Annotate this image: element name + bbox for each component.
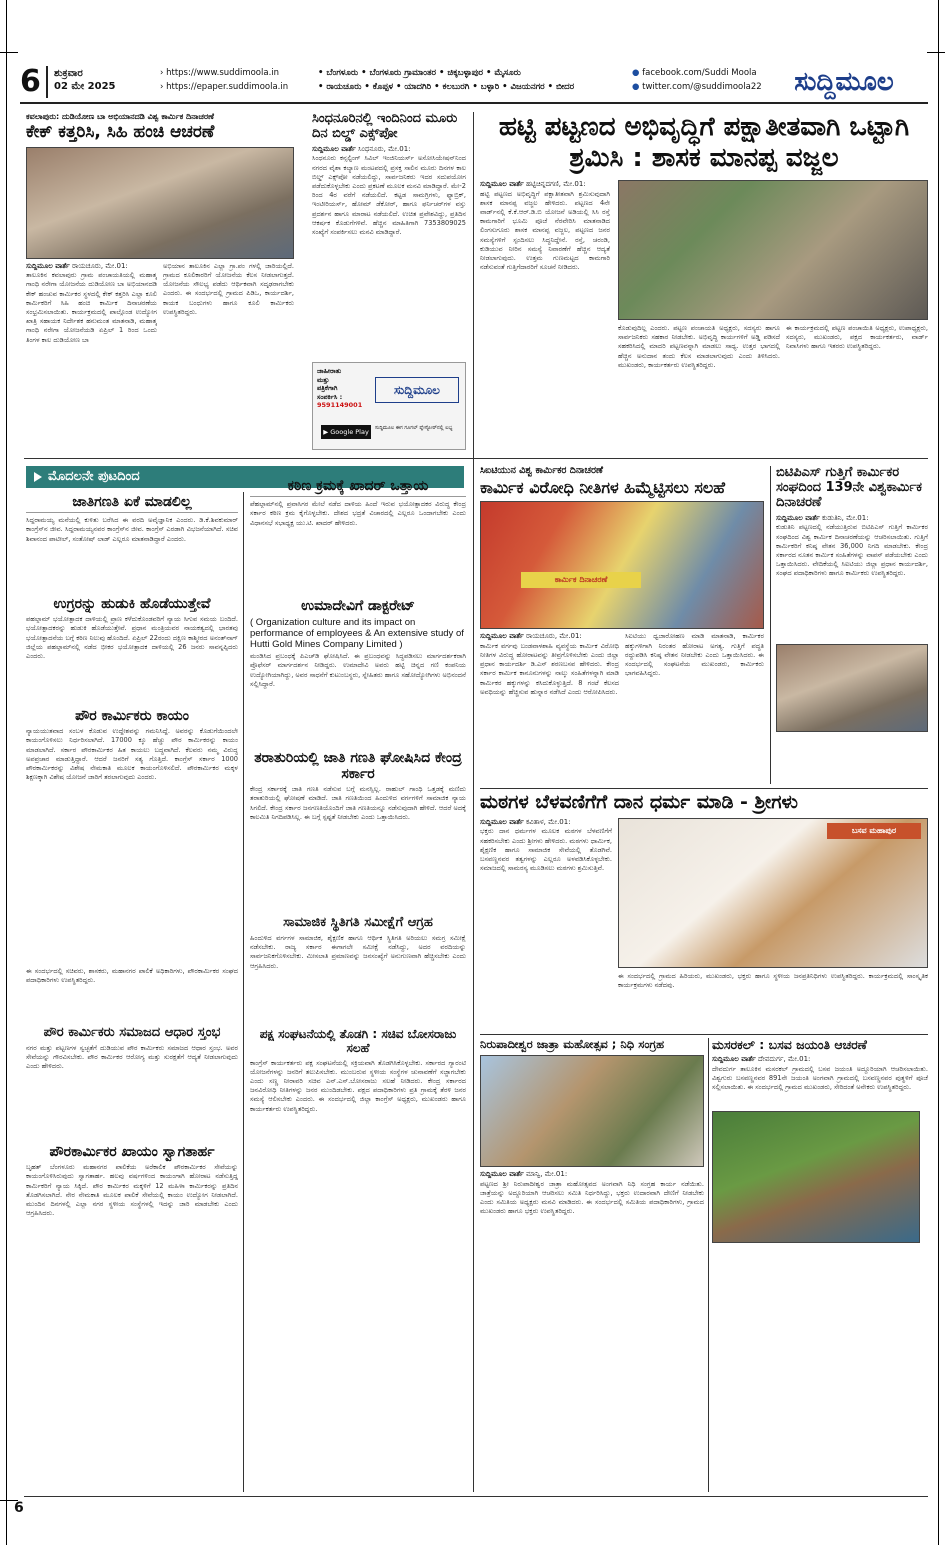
article-body-col1: ತಾಲೂಕಿನ ಕವಲಾಪುರು ಗ್ರಾಮ ಪಂಚಾಯತಿಯಲ್ಲಿ ಮಹಾತ್ಮ ಗಾಂಧಿ ನರೇಗಾ ಯೋಜನೆಯ ದುಡಿಯೋಣ ಬಾ ಅಭಿಯಾನದಡಿ ಕೇಕ್ ಹಂಚುವ ಕಾರ್ಮಿಕರ ಸ್ಥಳದಲ್ಲಿ ಕೇಕ್ ಕತ್ತರಿಸಿ ಎಲ್ಲಾ ಕೂಲಿ ಕಾರ್ಮಿಕರಿಗೆ ಸಿಹಿ ಹಂಚಿ ಕಾರ್ಮಿಕ ದಿನಾಚರಣೆಯ ಸಂಭ್ರಮಿಸಲಾಯಿತು. ಕಾರ್ಯಕ್ರಮದಲ್ಲಿ ಪಾಲ್ಗೊಂಡ ಉದ್ಯೋಗ ಖಾತ್ರಿ ಸಹಾಯಕ ನಿರ್ದೇಶಕ ಹನುಮಂತ ಮಾತನಾಡಿ, ಮಹಾತ್ಮ ಗಾಂಧಿ ನರೇಗಾ ಯೋಜನೆಯಡಿ ಏಪ್ರಿಲ್ 1 ರಿಂದ ಒಂದು ತಿಂಗಳ ಕಾಲ ದುಡಿಯೋಣ ಬಾ	[26, 271, 157, 344]
article-body-col2: ಈ ಸಂದರ್ಭದಲ್ಲಿ ಗ್ರಾಮದ ಹಿರಿಯರು, ಮುಖಂಡರು, ಭಕ್ತರು ಹಾಗೂ ಸ್ಥಳೀಯ ಜನಪ್ರತಿನಿಧಿಗಳು ಉಪಸ್ಥಿತರಿದ್ದರು. ಕಾರ್ಯಕ್ರಮದಲ್ಲಿ ಸಾಂಸ್ಕೃತಿಕ ಕಾರ್ಯಕ್ರಮಗಳು ನಡೆದವು.	[618, 971, 928, 990]
crop-mark-top-left	[0, 52, 18, 53]
article-kicker: ಸಿಐಟಿಯುನ ವಿಶ್ವ ಕಾರ್ಮಿಕರ ದಿನಾಚರಣೆ	[480, 465, 603, 476]
globe-icon: ›	[160, 68, 167, 78]
dateline: ದೇವದುರ್ಗ, ಮೇ.01:	[758, 1055, 811, 1064]
ad-line-2: ಮತ್ತು	[317, 375, 330, 384]
article-cake	[26, 112, 294, 358]
issue-date-text: 02 ಮೇ 2025	[54, 81, 116, 92]
ad-line-3: ಪತ್ರಿಕೆಗಾಗಿ	[317, 384, 338, 392]
article-body: ಹಿಂದುಳಿದ ವರ್ಗಗಳ ಸಾಮಾಜಿಕ, ಶೈಕ್ಷಣಿಕ ಹಾಗೂ ಆರ್ಥಿಕ ಸ್ಥಿತಿಗತಿ ಅರಿಯಲು ಸಮಗ್ರ ಸಮೀಕ್ಷೆ ನಡೆಸಬೇಕು. ರಾಜ್ಯ ಸರ್ಕಾರ ಈಗಾಗಲೇ ಸಮೀಕ್ಷೆ ನಡೆಸಿದ್ದು, ಅದರ ವರದಿಯನ್ನು ಸಾರ್ವಜನಿಕಗೊಳಿಸಬೇಕು. ಮೀಸಲಾತಿ ಪ್ರಮಾಣವನ್ನು ಜನಸಂಖ್ಯೆಗೆ ಅನುಗುಣವಾಗಿ ಹೆಚ್ಚಿಸಬೇಕು ಎಂದು ಆಗ್ರಹಿಸಿದರು.	[250, 933, 466, 970]
crop-mark-top-right	[927, 52, 945, 53]
app-advertisement[interactable]	[312, 362, 466, 450]
divider	[24, 458, 928, 459]
newspaper-logo: ಸುದ್ದಿಮೂಲ	[794, 67, 894, 97]
article-hudugi	[26, 596, 238, 704]
byline: ಸುದ್ದಿಮೂಲ ವಾರ್ತೆ	[312, 144, 356, 153]
article-caste	[26, 494, 238, 592]
ad-phone: 9591149001	[317, 401, 363, 409]
byline: ಸುದ್ದಿಮೂಲ ವಾರ್ತೆ	[712, 1055, 756, 1064]
article-expo	[312, 112, 466, 358]
article-census	[250, 750, 466, 914]
article-body: ಸಿದ್ದರಾಮಯ್ಯ ಮನೆಯಲ್ಲಿ ಕುಳಿತು ಬರೆಸಿದ ಈ ವರದಿ ಅವೈಜ್ಞಾನಿಕ ಎಂದರು. ಡಿ.ಕೆ.ಶಿವಕುಮಾರ್ ಕಾಂಗ್ರೆಸ್‌ನ ಜೀವ. ಸಿದ್ದರಾಮಯ್ಯನವರ ಕಾಂಗ್ರೆಸ್‌ನ ಜೀವ. ಕಾಂಗ್ರೆಸ್ ಎರಡಾಗಿ ವಿಭಜನೆಯಾಗಿದೆ. ಸಚಿವ ಶಿವಾನಂದ ಪಾಟೀಲ್, ಸಂತೋಷ್ ಲಾಡ್ ಎಲ್ಲರೂ ಮಾತನಾಡಿದ್ದಾರೆ ಎಂದರು.	[26, 516, 238, 543]
facebook-icon: ●	[632, 68, 643, 78]
article-paura	[26, 708, 238, 1024]
issue-date	[54, 67, 116, 93]
footer-rule	[24, 1496, 928, 1497]
play-store-icon: ▶	[323, 428, 331, 436]
article-headline: ಪೌರಕಾರ್ಮಿಕರ ಖಾಯಂ ಸ್ವಾಗತಾರ್ಹ	[49, 1144, 215, 1160]
article-headline: ನಿರುಪಾದೀಶ್ವರ ಜಾತ್ರಾ ಮಹೋತ್ಸವ ; ನಿಧಿ ಸಂಗ್ರಹ	[480, 1037, 665, 1051]
ad-logo: ಸುದ್ದಿಮೂಲ	[375, 377, 459, 403]
article-body-col2: ಅಭಿಯಾನ ತಾಲೂಕಿನ ಎಲ್ಲಾ ಗ್ರಾ.ಪಂ ಗಳಲ್ಲಿ ಜಾರಿಯಲ್ಲಿದೆ. ಗ್ರಾಮದ ಕೂಲಿಕಾರರಿಗೆ ಯೋಜನೆಯ ಕೆಲಸ ನೀಡಲಾಗುತ್ತದೆ. ಯೋಜನೆಯ ಸೌಲಭ್ಯ ಪಡೆದು ಆರ್ಥಿಕವಾಗಿ ಸದೃಢರಾಗಬೇಕು ಎಂದರು. ಈ ಸಂದರ್ಭದಲ್ಲಿ ಗ್ರಾಮದ ಪಿಡಿಒ, ಕಾರ್ಯದರ್ಶಿ, ಕಾಯಕ ಬಂಧುಗಳು ಹಾಗೂ ಕೂಲಿ ಕಾರ್ಮಿಕರು ಉಪಸ್ಥಿತರಿದ್ದರು.	[163, 261, 294, 316]
article-samaja	[26, 1026, 238, 1142]
article-nirupadi	[480, 1038, 704, 1492]
article-headline: ಬಿಟಿಪಿಎಸ್ ಗುತ್ತಿಗೆ ಕಾರ್ಮಿಕರ ಸಂಘದಿಂದ 139ನೇ ವಿಶ್ವಕಾರ್ಮಿಕ ದಿನಾಚರಣೆ	[776, 465, 922, 510]
cities-row-2: • ರಾಯಚೂರು • ಕೊಪ್ಪಳ • ಯಾದಗಿರಿ • ಕಲಬುರಗಿ • ಬಳ್ಳಾರಿ • ವಿಜಯನಗರ • ಬೀದರ	[318, 82, 575, 92]
byline: ಸುದ್ದಿಮೂಲ ವಾರ್ತೆ	[480, 180, 524, 188]
column-rule	[243, 492, 244, 1492]
article-photo	[712, 1111, 920, 1243]
cities-row-1: • ಬೆಂಗಳೂರು • ಬೆಂಗಳೂರು ಗ್ರಾಮಾಂತರ • ಚಿಕ್ಕಬಳ್ಳಾಪುರ • ಮೈಸೂರು	[318, 68, 521, 78]
footer-page-number: 6	[14, 1500, 24, 1516]
byline: ಸುದ್ದಿಮೂಲ ವಾರ್ತೆ	[480, 817, 524, 826]
divider	[480, 1034, 928, 1035]
article-body: ಪೆಹಲ್ಗಾಮ್‌ನಲ್ಲಿ ಪ್ರವಾಸಿಗರ ಮೇಲೆ ನಡೆದ ದಾಳಿಯ ಹಿಂದೆ ಇರುವ ಭಯೋತ್ಪಾದಕರ ವಿರುದ್ಧ ಕೇಂದ್ರ ಸರ್ಕಾರ ಕಠಿಣ ಕ್ರಮ ಕೈಗೊಳ್ಳಬೇಕು. ದೇಶದ ಭದ್ರತೆ ವಿಚಾರದಲ್ಲಿ ಎಲ್ಲರೂ ಒಂದಾಗಬೇಕು ಎಂದು ವಿಧಾನಸಭೆ ಸಭಾಧ್ಯಕ್ಷ ಯು.ಟಿ. ಖಾದರ್ ಹೇಳಿದರು.	[250, 500, 466, 527]
article-photo	[776, 644, 928, 732]
article-headline: ಕಾರ್ಮಿಕ ವಿರೋಧಿ ನೀತಿಗಳ ಹಿಮ್ಮೆಟ್ಟಿಸಲು ಸಲಹೆ	[480, 477, 725, 497]
article-photo	[480, 501, 764, 629]
article-body: ಪಹಲ್ಗಾಮ್ ಭಯೋತ್ಪಾದಕ ದಾಳಿಯಲ್ಲಿ ಪ್ರಾಣ ಕಳೆದುಕೊಂಡವರಿಗೆ ನ್ಯಾಯ ಸಿಗುವ ಸಮಯ ಬಂದಿದೆ. ಭಯೋತ್ಪಾದಕರನ್ನು ಹುಡುಕಿ ಹೊಡೆಯುತ್ತೇವೆ. ಪ್ರಧಾನ ಮಂತ್ರಿಯವರ ನಾಯಕತ್ವದಲ್ಲಿ ಭಾರತವು ಭಯೋತ್ಪಾದನೆಯ ಬಗ್ಗೆ ಕಠಿಣ ನಿಲುವು ಹೊಂದಿದೆ. ಏಪ್ರಿಲ್ 22ರಂದು ದಕ್ಷಿಣ ಕಾಶ್ಮೀರದ ಅನಂತ್‌ನಾಗ್ ಜಿಲ್ಲೆಯ ಪಹಲ್ಗಾಮ್‌ನಲ್ಲಿ ನಡೆದ ಭೀಕರ ಭಯೋತ್ಪಾದಕ ದಾಳಿಯಲ್ಲಿ 26 ಜನರು ಸಾವನ್ನಪ್ಪಿದರು ಎಂದರು.	[26, 615, 238, 660]
article-headline: ಮಸರಕಲ್ : ಬಸವ ಜಯಂತಿ ಆಚರಣೆ	[712, 1037, 867, 1052]
twitter-link[interactable]: twitter.com/@suddimoola22	[642, 82, 762, 92]
article-doctorate	[250, 598, 466, 748]
column-rule	[770, 466, 771, 784]
page-number: 6	[20, 64, 41, 99]
article-photo	[26, 147, 294, 259]
article-body-col1: ಹಟ್ಟಿ ಪಟ್ಟಣದ ಅಭಿವೃದ್ಧಿಗೆ ಪಕ್ಷಾತೀತವಾಗಿ ಶ್ರಮಿಸುವುದಾಗಿ ಶಾಸಕ ಮಾನಪ್ಪ ವಜ್ಜಲ ಹೇಳಿದರು. ಪಟ್ಟಣದ 4ನೇ ವಾರ್ಡ್‌ನಲ್ಲಿ ಕೆ.ಕೆ.ಆರ್.ಡಿ.ಬಿ ಯೋಜನೆ ಅಡಿಯಲ್ಲಿ ಸಿಸಿ ರಸ್ತೆ ಕಾಮಗಾರಿಗೆ ಭೂಮಿ ಪೂಜೆ ನೆರವೇರಿಸಿ ಮಾತನಾಡಿದ ಲಿಂಗಸುಗೂರು ಶಾಸಕ ಮಾನಪ್ಪ ವಜ್ಜಲ, ಪಟ್ಟಣದ ಜನರ ಸಮಸ್ಯೆಗಳಿಗೆ ಸ್ಪಂದಿಸಲು ಸಿದ್ಧನಿದ್ದೇನೆ. ರಸ್ತೆ, ಚರಂಡಿ, ಕುಡಿಯುವ ನೀರಿನ ಸಮಸ್ಯೆ ನಿವಾರಣೆಗೆ ಹೆಚ್ಚಿನ ಆದ್ಯತೆ ನೀಡಲಾಗುವುದು. ಉತ್ತಮ ಗುಣಮಟ್ಟದ ಕಾಮಗಾರಿ ನಡೆಸುವಂತೆ ಗುತ್ತಿಗೆದಾರರಿಗೆ ಸೂಚನೆ ನೀಡಿದರು.	[480, 189, 610, 272]
article-body-col3: ಈ ಕಾರ್ಯಕ್ರಮದಲ್ಲಿ ಪಟ್ಟಣ ಪಂಚಾಯಿತಿ ಅಧ್ಯಕ್ಷರು, ಉಪಾಧ್ಯಕ್ಷರು, ಸದಸ್ಯರು, ಮುಖಂಡರು, ಪಕ್ಷದ ಕಾರ್ಯಕರ್ತರು, ವಾರ್ಡ್ ನಿವಾಸಿಗಳು ಹಾಗೂ ಇತರರು ಉಪಸ್ಥಿತರಿದ್ದರು.	[786, 324, 928, 351]
article-body: ದೇವದುರ್ಗ ತಾಲೂಕಿನ ಮಸರಕಲ್ ಗ್ರಾಮದಲ್ಲಿ ಬಸವ ಜಯಂತಿ ಅದ್ದೂರಿಯಾಗಿ ಆಚರಿಸಲಾಯಿತು. ವಿಶ್ವಗುರು ಬಸವಣ್ಣನವರ 891ನೇ ಜಯಂತಿ ಅಂಗವಾಗಿ ಗ್ರಾಮದಲ್ಲಿ ಬಸವಣ್ಣನವರ ಪುತ್ಥಳಿಗೆ ಪೂಜೆ ಸಲ್ಲಿಸಲಾಯಿತು. ಈ ಸಂದರ್ಭದಲ್ಲಿ ಗ್ರಾಮದ ಮುಖಂಡರು, ಸೇರಿದಂತೆ ಅನೇಕರು ಉಪಸ್ಥಿತರಿದ್ದರು.	[712, 1064, 928, 1092]
page-header	[20, 62, 928, 104]
section-title: ಮೊದಲನೇ ಪುಟದಿಂದ	[48, 469, 140, 484]
article-matha	[480, 792, 928, 1030]
article-btps	[776, 466, 928, 784]
article-body-col1: ಕಾರ್ಮಿಕ ವರ್ಗವು ಬಂಡವಾಳಶಾಹಿ ವ್ಯವಸ್ಥೆಯ ಕಾರ್ಮಿಕ ವಿರೋಧಿ ನೀತಿಗಳ ವಿರುದ್ಧ ಹೋರಾಟವನ್ನು ತೀವ್ರಗೊಳಿಸಬೇಕು ಎಂದು ಜಿಲ್ಲಾ ಪ್ರಧಾನ ಕಾರ್ಯದರ್ಶಿ ಡಿ.ಎಸ್ ಶರಣಬಸವ ಹೇಳಿದರು. ಕೇಂದ್ರ ಸರ್ಕಾರ ಕಾರ್ಮಿಕ ಕಾನೂನುಗಳನ್ನು ನಾಲ್ಕು ಸಂಹಿತೆಗಳನ್ನಾಗಿ ಮಾಡಿ ಕಾರ್ಮಿಕರ ಹಕ್ಕುಗಳನ್ನು ಕಸಿದುಕೊಳ್ಳುತ್ತಿದೆ. 8 ಗಂಟೆ ಕೆಲಸದ ಅವಧಿಯನ್ನು ಹೆಚ್ಚಿಸುವ ಹುನ್ನಾರ ನಡೆಸಿದೆ ಎಂದು ಆರೋಪಿಸಿದರು.	[480, 641, 619, 696]
article-body: ಮಂಡಿಸಿದ ಪ್ರಬಂಧಕ್ಕೆ ಪಿಎಚ್‌ಡಿ ಘೋಷಿಸಿದೆ. ಈ ಪ್ರಬಂಧವನ್ನು ಸಿದ್ಧಪಡಿಸಲು ಮಾರ್ಗದರ್ಶಕರಾಗಿ ಪ್ರೊಫೆಸರ್ ಮಾರ್ಗದರ್ಶನ ನೀಡಿದ್ದರು. ಉಮಾದೇವಿ ಅವರು ಹಟ್ಟಿ ಚಿನ್ನದ ಗಣಿ ಕಂಪನಿಯ ಉದ್ಯೋಗಿಯಾಗಿದ್ದು, ಅವರ ಸಾಧನೆಗೆ ಕುಟುಂಬಸ್ಥರು, ಸ್ನೇಹಿತರು ಹಾಗೂ ಸಹೋದ್ಯೋಗಿಗಳು ಅಭಿನಂದನೆ ಸಲ್ಲಿಸಿದ್ದಾರೆ.	[250, 652, 466, 688]
ad-line-1: ಜಾಹೀರಾತು	[317, 367, 342, 375]
dateline: ಸಿಂಧನೂರು, ಮೇ.01:	[358, 144, 411, 153]
article-body: ಸಿಂಧನೂರು ಕನ್ಸಲ್ಟಿಂಗ್ ಸಿವಿಲ್ ಇಂಜಿನಿಯರ್ಸ್ ಅಸೋಸಿಯೇಷನ್‌ನಿಂದ ನಗರದ ವೈಶಾ ಕಲ್ಯಾಣ ಮಂಟಪದಲ್ಲಿ ಪ್ರಸಕ್ತ ಸಾಲಿನ ಮೂರು ದಿನಗಳ ಕಾಲ ಬಿಲ್ಡ್ ಎಕ್ಸ್‌ಪೋ ನಡೆಯಲಿದ್ದು, ಸಾರ್ವಜನಿಕರು ಇದರ ಸದುಪಯೋಗ ಪಡೆದುಕೊಳ್ಳಬೇಕು ಎಂದು ಪ್ರಕಟಣೆ ಮೂಲಕ ಮನವಿ ಮಾಡಿದ್ದಾರೆ. ಮೇ-2 ರಿಂದ 4ರ ವರೆಗೆ ನಡೆಯಲಿದೆ. ಕಟ್ಟಡ ಸಾಮಗ್ರಿಗಳು, ಫ್ಯಾಬ್ರಿಕ್, ಇಂಟೀರಿಯರ್ಸ್, ಹೋಮ್ ಡೆಕೋರ್, ಹಾಗೂ ಫರ್ನಿಚರ್‌ಗಳ ವಸ್ತು ಪ್ರದರ್ಶನ ಹಾಗೂ ಮಾರಾಟ ನಡೆಯಲಿದೆ. ಉಚಿತ ಪ್ರವೇಶವಿದ್ದು, ಪ್ರತಿದಿನ ಆಕರ್ಷಕ ಕೊಡುಗೆಗಳಿವೆ. ಹೆಚ್ಚಿನ ಮಾಹಿತಿಗಾಗಿ 7353809025 ಸಂಖ್ಯೆಗೆ ಸಂಪರ್ಕಿಸಲು ಮನವಿ ಮಾಡಿದ್ದಾರೆ.	[312, 154, 466, 236]
ad-tagline: ಸುದ್ದಿಮೂಲ ಈಗ ಗೂಗಲ್ ಪ್ಲೇಸ್ಟೋರ್‌ನಲ್ಲಿ ಲಭ್ಯ	[375, 425, 453, 431]
article-khadar	[250, 478, 466, 594]
article-headline: ಹಟ್ಟಿ ಪಟ್ಟಣದ ಅಭಿವೃದ್ಧಿಗೆ ಪಕ್ಷಾತೀತವಾಗಿ ಒಟ್ಟಾಗಿ ಶ್ರಮಿಸಿ : ಶಾಸಕ ಮಾನಪ್ಪ ವಜ್ಜಲ	[498, 112, 910, 173]
article-headline: ಕೇಕ್ ಕತ್ತರಿಸಿ, ಸಿಹಿ ಹಂಚಿ ಆಚರಣೆ	[26, 122, 215, 143]
crop-mark-right	[938, 0, 939, 1545]
thesis-title: ( Organization culture and its impact on performance of employees & An extensive study of Hutti Gold Mines Company Limited )	[250, 617, 464, 651]
epaper-link[interactable]: https://epaper.suddimoola.in	[166, 82, 289, 92]
photo-banner: ಬಸವ ಮಹಾಪುರ	[827, 823, 921, 839]
issue-day: ಶುಕ್ರವಾರ	[54, 68, 83, 79]
article-headline: ಸಾಮಾಜಿಕ ಸ್ಥಿತಿಗತಿ ಸಮೀಕ್ಷೆಗೆ ಆಗ್ರಹ	[283, 915, 433, 930]
dateline: ಹಟ್ಟಿಚಿನ್ನದಗಣಿ, ಮೇ.01:	[526, 180, 586, 188]
article-maskal	[712, 1038, 928, 1492]
dateline: ಮಾನ್ವಿ, ಮೇ.01:	[526, 1170, 568, 1179]
arrow-icon	[34, 472, 42, 482]
photo-banner: ಕಾರ್ಮಿಕ ದಿನಾಚರಣೆ	[521, 572, 641, 588]
edition-cities	[318, 66, 574, 94]
article-body: ಕುಡುತಿನಿ ಪಟ್ಟಣದಲ್ಲಿ ನಡೆಯುತ್ತಿರುವ ಬಿಟಿಪಿಎಸ್ ಗುತ್ತಿಗೆ ಕಾರ್ಮಿಕರ ಸಂಘದಿಂದ ವಿಶ್ವ ಕಾರ್ಮಿಕ ದಿನಾಚರಣೆಯನ್ನು ಆಚರಿಸಲಾಯಿತು. ಗುತ್ತಿಗೆ ಕಾರ್ಮಿಕರಿಗೆ ಕನಿಷ್ಠ ವೇತನ 36,000 ನಿಗದಿ ಮಾಡಬೇಕು. ಕೇಂದ್ರ ಸರ್ಕಾರದ ನೂತನ ಕಾರ್ಮಿಕ ಸಂಹಿತೆಗಳನ್ನು ವಾಪಸ್ ಪಡೆಯಬೇಕು ಎಂದು ಒತ್ತಾಯಿಸಿದರು. ವೇದಿಕೆಯಲ್ಲಿ ಸಿಐಟಿಯು ಜಿಲ್ಲಾ ಪ್ರಧಾನ ಕಾರ್ಯದರ್ಶಿ, ಸಂಘದ ಪದಾಧಿಕಾರಿಗಳು ಹಾಗೂ ಕಾರ್ಮಿಕರು ಉಪಸ್ಥಿತರಿದ್ದರು.	[776, 523, 928, 578]
article-body: ಪಟ್ಟಣದ ಶ್ರೀ ನಿರುಪಾದೀಶ್ವರ ಜಾತ್ರಾ ಮಹೋತ್ಸವದ ಅಂಗವಾಗಿ ನಿಧಿ ಸಂಗ್ರಹ ಕಾರ್ಯ ನಡೆಯಿತು. ಜಾತ್ರೆಯನ್ನು ಅದ್ದೂರಿಯಾಗಿ ಆಚರಿಸಲು ಸಮಿತಿ ನಿರ್ಧರಿಸಿದ್ದು, ಭಕ್ತರು ಉದಾರವಾಗಿ ದೇಣಿಗೆ ನೀಡಬೇಕು ಎಂದು ಸಮಿತಿಯ ಅಧ್ಯಕ್ಷರು ಮನವಿ ಮಾಡಿದರು. ಈ ಸಂದರ್ಭದಲ್ಲಿ ಸಮಿತಿಯ ಪದಾಧಿಕಾರಿಗಳು, ಗ್ರಾಮದ ಮುಖಂಡರು ಹಾಗೂ ಭಕ್ತರು ಉಪಸ್ಥಿತರಿದ್ದರು.	[480, 1179, 704, 1216]
article-headline: ತರಾತುರಿಯಲ್ಲಿ ಜಾತಿ ಗಣತಿ ಘೋಷಿಸಿದ ಕೇಂದ್ರ ಸರ್ಕಾರ	[254, 750, 462, 783]
dateline: ಕುಡುತಿನಿ, ಮೇ.01:	[822, 513, 869, 522]
article-swagata	[26, 1144, 238, 1492]
column-rule	[708, 1038, 709, 1492]
article-body: ಕಾಂಗ್ರೆಸ್ ಕಾರ್ಯಕರ್ತರು ಪಕ್ಷ ಸಂಘಟನೆಯಲ್ಲಿ ಸಕ್ರಿಯವಾಗಿ ತೊಡಗಿಸಿಕೊಳ್ಳಬೇಕು. ಸರ್ಕಾರದ ಗ್ಯಾರಂಟಿ ಯೋಜನೆಗಳನ್ನು ಜನರಿಗೆ ತಲುಪಿಸಬೇಕು. ಮುಂಬರುವ ಸ್ಥಳೀಯ ಸಂಸ್ಥೆಗಳ ಚುನಾವಣೆಗೆ ಸಜ್ಜಾಗಬೇಕು ಎಂದು ಸಣ್ಣ ನೀರಾವರಿ ಸಚಿವ ಎನ್.ಎಸ್.ಬೋಸರಾಜು ಸಲಹೆ ನೀಡಿದರು. ಕೇಂದ್ರ ಸರ್ಕಾರದ ಜನವಿರೋಧಿ ನೀತಿಗಳನ್ನು ಜನರ ಮುಂದಿಡಬೇಕು. ಪಕ್ಷದ ಪದಾಧಿಕಾರಿಗಳು ಪ್ರತಿ ಗ್ರಾಮಕ್ಕೆ ತೆರಳಿ ಜನರ ಸಮಸ್ಯೆ ಆಲಿಸಬೇಕು ಎಂದರು. ಈ ಸಂದರ್ಭದಲ್ಲಿ ಜಿಲ್ಲಾ ಕಾಂಗ್ರೆಸ್ ಅಧ್ಯಕ್ಷರು, ಮುಖಂಡರು ಹಾಗೂ ಕಾರ್ಯಕರ್ತರು ಉಪಸ್ಥಿತರಿದ್ದರು.	[250, 1058, 466, 1113]
ad-line-4: ಸಂಪರ್ಕಿಸಿ :	[317, 392, 343, 401]
article-body-col1: ಭಕ್ತರು ದಾನ ಧರ್ಮಗಳ ಮೂಲಕ ಮಠಗಳ ಬೆಳವಣಿಗೆಗೆ ಸಹಕರಿಸಬೇಕು ಎಂದು ಶ್ರೀಗಳು ಹೇಳಿದರು. ಮಠಗಳು ಧಾರ್ಮಿಕ, ಶೈಕ್ಷಣಿಕ ಹಾಗೂ ಸಾಮಾಜಿಕ ಸೇವೆಯಲ್ಲಿ ತೊಡಗಿವೆ. ಬಸವಣ್ಣನವರ ತತ್ವಗಳನ್ನು ಎಲ್ಲರೂ ಅಳವಡಿಸಿಕೊಳ್ಳಬೇಕು. ಸಮಾಜದಲ್ಲಿ ಸಾಮರಸ್ಯ ಮೂಡಿಸಲು ಮಠಗಳು ಶ್ರಮಿಸುತ್ತಿವೆ.	[480, 827, 612, 873]
article-body: ನಗರ ಮತ್ತು ಪಟ್ಟಣಗಳ ಸ್ವಚ್ಛತೆಗೆ ದುಡಿಯುವ ಪೌರ ಕಾರ್ಮಿಕರು ಸಮಾಜದ ಆಧಾರ ಸ್ತಂಭ. ಅವರ ಸೇವೆಯನ್ನು ಗೌರವಿಸಬೇಕು. ಪೌರ ಕಾರ್ಮಿಕರ ಆರೋಗ್ಯ ಮತ್ತು ಸುರಕ್ಷತೆಗೆ ಆದ್ಯತೆ ನೀಡಲಾಗುವುದು ಎಂದು ಹೇಳಿದರು.	[26, 1043, 238, 1071]
column-rule	[473, 112, 474, 1492]
globe-icon: ›	[160, 82, 167, 92]
article-photo	[618, 818, 928, 968]
article-headline: ಮಠಗಳ ಬೆಳವಣಿಗೆಗೆ ದಾನ ಧರ್ಮ ಮಾಡಿ - ಶ್ರೀಗಳು	[480, 791, 798, 813]
article-photo	[618, 180, 928, 320]
byline: ಸುದ್ದಿಮೂಲ ವಾರ್ತೆ	[480, 1170, 524, 1179]
article-headline: ಜಾತಿಗಣತಿ ಏಕೆ ಮಾಡಲಿಲ್ಲ	[26, 494, 238, 513]
article-body-b: ಈ ಸಂದರ್ಭದಲ್ಲಿ ಸಚಿವರು, ಶಾಸಕರು, ಮಹಾನಗರ ಪಾಲಿಕೆ ಅಧಿಕಾರಿಗಳು, ಪೌರಕಾರ್ಮಿಕರ ಸಂಘದ ಪದಾಧಿಕಾರಿಗಳು ಉಪಸ್ಥಿತರಿದ್ದರು.	[26, 967, 238, 985]
store-label: Google Play	[330, 428, 369, 436]
divider	[480, 788, 928, 789]
article-body-col2: ಕೊಡುವುದಿಲ್ಲ ಎಂದರು. ಪಟ್ಟಣ ಪಂಚಾಯತಿ ಅಧ್ಯಕ್ಷರು, ಸದಸ್ಯರು ಹಾಗೂ ಸಾರ್ವಜನಿಕರು ಸಹಕಾರ ನೀಡಬೇಕು. ಅಭಿವೃದ್ಧಿ ಕಾರ್ಯಗಳಿಗೆ ಅಡ್ಡಿ ಪಡಿಸದೆ ಸಹಕರಿಸಿದಲ್ಲಿ ಮಾದರಿ ಪಟ್ಟಣವನ್ನಾಗಿ ಮಾಡಲು ಸಾಧ್ಯ. ಉತ್ತರ ಭಾಗದಲ್ಲಿ ಹೆಚ್ಚಿನ ಅನುದಾನ ತಂದು ಕೆಲಸ ಮಾಡಲಾಗುವುದು ಎಂದು ತಿಳಿಸಿದರು. ಮುಖಂಡರು, ಕಾರ್ಯಕರ್ತರು ಉಪಸ್ಥಿತರಿದ್ದರು.	[618, 324, 780, 369]
article-headline: ಸಿಂಧನೂರಿನಲ್ಲಿ ಇಂದಿನಿಂದ ಮೂರು ದಿನ ಬಿಲ್ಡ್ ಎಕ್ಸ್‌ಪೋ	[312, 111, 458, 141]
article-bosaraju	[250, 1028, 466, 1492]
article-body-col2: ಸಿಐಟಿಯು ಧ್ವಜಾರೋಹಣ ಮಾಡಿ ಮಾತನಾಡಿ, ಕಾರ್ಮಿಕರ ಹಕ್ಕುಗಳಿಗಾಗಿ ನಿರಂತರ ಹೋರಾಟ ಅಗತ್ಯ. ಗುತ್ತಿಗೆ ಪದ್ಧತಿ ರದ್ದುಪಡಿಸಿ ಕನಿಷ್ಠ ವೇತನ ನೀಡಬೇಕು ಎಂದು ಒತ್ತಾಯಿಸಿದರು. ಈ ಸಂದರ್ಭದಲ್ಲಿ ಸಂಘಟನೆಯ ಮುಖಂಡರು, ಕಾರ್ಮಿಕರು ಭಾಗವಹಿಸಿದ್ದರು.	[625, 632, 764, 678]
article-citu	[480, 466, 764, 784]
article-headline: ಪೌರ ಕಾರ್ಮಿಕರು ಸಮಾಜದ ಆಧಾರ ಸ್ತಂಭ	[43, 1025, 221, 1040]
article-body: ನ್ಯಾಯಯುತವಾದ ಸಂಬಳ ಕೊಡುವ ಉದ್ದೇಶವನ್ನು ಗಮನಿಸಿದ್ದೆ. ಅವರನ್ನು ಕೊಡುಗೆಯಿಂದಲೇ ಕಾಯಂಗೊಳಿಸಲು ನಿರ್ಧರಿಸಲಾಗಿದೆ. 17000 ಕ್ಕೂ ಹೆಚ್ಚು ಪೌರ ಕಾರ್ಮಿಕರನ್ನು ಕಾಯಂ ಮಾಡಲಾಗಿದೆ. ಸರ್ಕಾರ ಪೌರಕಾರ್ಮಿಕರ ಹಿತ ಕಾಯಲು ಬದ್ಧವಾಗಿದೆ. ಕೆಲವರು ನಮ್ಮ ವಿರುದ್ಧ ಅಪಪ್ರಚಾರ ಮಾಡುತ್ತಿದ್ದಾರೆ. ಆದರೆ ಜನರಿಗೆ ಸತ್ಯ ಗೊತ್ತಿದೆ. ಕಾಂಗ್ರೆಸ್ ಸರ್ಕಾರ 1000 ಪೌರಕಾರ್ಮಿಕರನ್ನು ವಿಶೇಷ ನೇಮಕಾತಿ ಮೂಲಕ ಕಾಯಂಗೊಳಿಸಲಿದೆ. ಪೌರಕಾರ್ಮಿಕರ ಮಕ್ಕಳ ಶಿಕ್ಷಣಕ್ಕಾಗಿ ವಿಶೇಷ ಯೋಜನೆ ಜಾರಿಗೆ ತರಲಾಗುವುದು ಎಂದರು.	[26, 727, 238, 782]
article-lead	[480, 112, 928, 464]
article-samajika	[250, 916, 466, 1026]
article-photo	[480, 1055, 704, 1167]
facebook-link[interactable]: facebook.com/Suddi Moola	[642, 68, 757, 78]
article-headline: ಉಮಾದೇವಿಗೆ ಡಾಕ್ಟರೇಟ್	[301, 598, 415, 614]
byline: ಸುದ್ದಿಮೂಲ ವಾರ್ತೆ	[776, 513, 820, 522]
header-divider	[46, 66, 48, 98]
article-body: ಬೃಹತ್ ಬೆಂಗಳೂರು ಮಹಾನಗರ ಪಾಲಿಕೆಯ ಅರೆಕಾಲಿಕ ಪೌರಕಾರ್ಮಿಕರ ಸೇವೆಯನ್ನು ಕಾಯಂಗೊಳಿಸಿರುವುದು ಸ್ವಾಗತಾರ್ಹ. ಹಲವು ವರ್ಷಗಳಿಂದ ಕಾಯಂಗಾಗಿ ಹೋರಾಟ ನಡೆಸುತ್ತಿದ್ದ ಕಾರ್ಮಿಕರಿಗೆ ನ್ಯಾಯ ಸಿಕ್ಕಿದೆ. ಪೌರ ಕಾರ್ಮಿಕರ ಮಕ್ಕಳಿಗೆ 12 ಮಹಿಳಾ ಕಾರ್ಮಿಕರನ್ನು ಪ್ರತಿದಿನ ತೊಡಗಿಸಲಾಗಿದೆ. ನೇರ ನೇಮಕಾತಿ ಮೂಲಕ ಪಾಲಿಕೆ ಸೇವೆಯಲ್ಲಿ ಕಾಯಂ ಉದ್ಯೋಗ ನೀಡಲಾಗಿದೆ. ಮುಂದಿನ ದಿನಗಳಲ್ಲಿ ಎಲ್ಲಾ ನಗರ ಸ್ಥಳೀಯ ಸಂಸ್ಥೆಗಳಲ್ಲಿ ಇದನ್ನು ಜಾರಿ ಮಾಡಬೇಕು ಎಂದು ಆಗ್ರಹಿಸಿದರು.	[26, 1163, 238, 1218]
article-headline: ಕಠಿಣ ಕ್ರಮಕ್ಕೆ ಖಾದರ್ ಒತ್ತಾಯ	[250, 478, 466, 497]
byline: ಸುದ್ದಿಮೂಲ ವಾರ್ತೆ	[480, 632, 524, 641]
article-headline: ಪಕ್ಷ ಸಂಘಟನೆಯಲ್ಲಿ ತೊಡಗಿ : ಸಚಿವ ಬೋಸರಾಜು ಸಲಹೆ	[259, 1027, 457, 1055]
article-kicker: ಕವಲಾಪುರು: ದುಡಿಯೋಣ ಬಾ ಅಭಿಯಾನದಡಿ ವಿಶ್ವ ಕಾರ್ಮಿಕ ದಿನಾಚರಣೆ	[26, 112, 214, 121]
article-body: ಕೇಂದ್ರ ಸರ್ಕಾರಕ್ಕೆ ಜಾತಿ ಗಣತಿ ನಡೆಸುವ ಬಗ್ಗೆ ಮನಸ್ಸಿಲ್ಲ. ರಾಹುಲ್ ಗಾಂಧಿ ಒತ್ತಡಕ್ಕೆ ಮಣಿದು ತರಾತುರಿಯಲ್ಲಿ ಘೋಷಣೆ ಮಾಡಿದೆ. ಜಾತಿ ಗಣತಿಯಿಂದ ಹಿಂದುಳಿದ ವರ್ಗಗಳಿಗೆ ಸಾಮಾಜಿಕ ನ್ಯಾಯ ಸಿಗಲಿದೆ. ಕೇಂದ್ರ ಸರ್ಕಾರ ಜನಗಣತಿಯೊಂದಿಗೆ ಜಾತಿ ಗಣತಿಯನ್ನೂ ನಡೆಸುವುದಾಗಿ ಹೇಳಿದೆ. ಆದರೆ ಅದಕ್ಕೆ ಕಾಲಮಿತಿ ನಿಗದಿಪಡಿಸಿಲ್ಲ. ಈ ಬಗ್ಗೆ ಸ್ಪಷ್ಟತೆ ನೀಡಬೇಕು ಎಂದು ಒತ್ತಾಯಿಸಿದರು.	[250, 785, 466, 821]
website-link[interactable]: https://www.suddimoola.in	[166, 68, 280, 78]
google-play-badge[interactable]	[321, 425, 371, 439]
twitter-icon: ●	[632, 82, 643, 92]
dateline: ರಾಯಚೂರು, ಮೇ.01:	[526, 632, 582, 641]
byline: ಸುದ್ದಿಮೂಲ ವಾರ್ತೆ	[26, 261, 70, 270]
article-headline: ಉಗ್ರರನ್ನು ಹುಡುಕಿ ಹೊಡೆಯುತ್ತೇವೆ	[53, 596, 211, 612]
dateline: ಕವಿತಾಳ, ಮೇ.01:	[526, 817, 571, 826]
dateline: ರಾಯಚೂರು, ಮೇ.01:	[72, 261, 128, 270]
web-links	[160, 66, 288, 94]
social-links	[632, 66, 762, 94]
crop-mark-left	[6, 0, 7, 1545]
article-headline: ಪೌರ ಕಾರ್ಮಿಕರು ಕಾಯಂ	[75, 708, 189, 724]
